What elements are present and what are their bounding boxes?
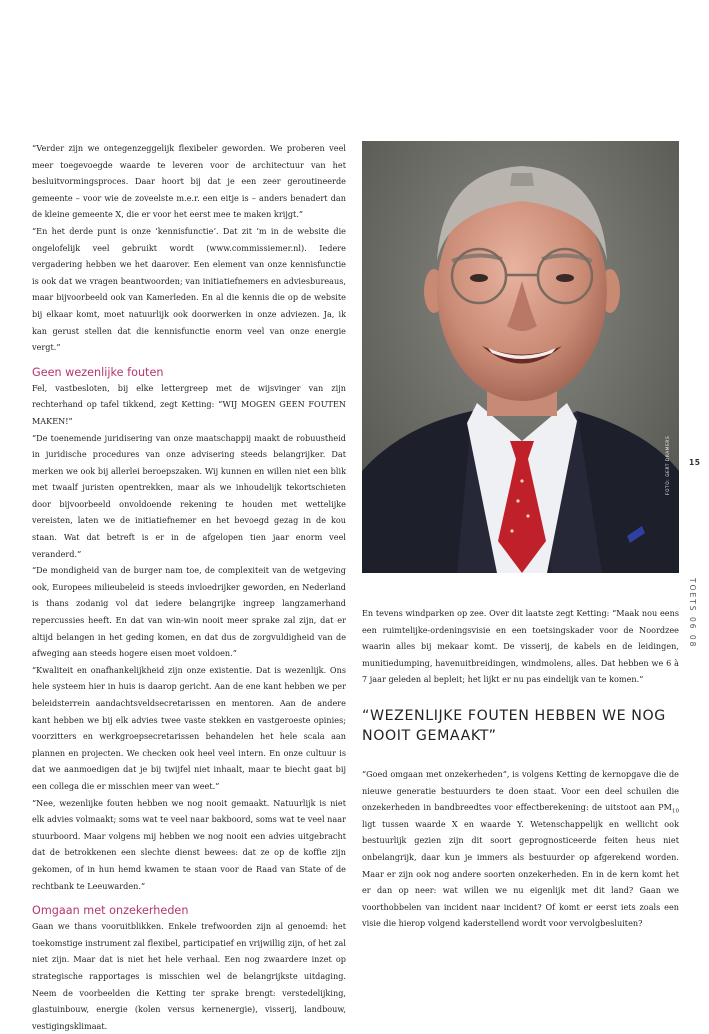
paragraph: “Kwaliteit en onafhankelijkheid zijn onze existentie. Dat is wezenlijk. Ons hele systeem hier in huis is daarop gericht. Aan de ene kant hebben we per beleidsterrein aandachtsveldsecretarissen en mentoren. Aan de andere kant hebben we bij elk advies twee vaste stekken en vastgeroeste opinies; voorzitters en werkgroepsecretarissen behandelen het hele scala aan plannen en projecten. We checken ook heel veel intern. En onze cultuur is dat we aanmoedigen dat je bij twijfel niet inhaalt, maar te biecht gaat bij een collega die er misschien meer van weet.”: [32, 664, 346, 791]
portrait-photo: [362, 141, 679, 573]
section-heading: Omgaan met onzekerheden: [32, 904, 189, 918]
paragraph-text: ligt tussen waarde X en waarde Y. Wetenschappelijk en wellicht ook bestuurlijk gezien zijn dit soort geprognosticeerde feiten heus niet onbelangrijk, daar kun je immers als bestuurder op afgerekend worden. Maar er zijn ook nog andere soorten onzekerheden. En in de kern komt het er dan op neer: wat willen we nu eigenlijk met dit land? Gaan we voorthobbelen van incident naar incident? Of komt er eerst iets zoals een visie die hierop volgend kaderstellend wordt voor vervolgbesluiten?: [362, 818, 679, 929]
paragraph: Fel, vastbesloten, bij elke lettergreep met de wijsvinger van zijn rechterhand op tafel tikkend, zegt Ketting: “WIJ MOGEN GEEN FOUTEN MAKEN!”: [32, 382, 346, 426]
journal-issue-label: TOETS 06 08: [688, 578, 697, 649]
paragraph: “Nee, wezenlijke fouten hebben we nog nooit gemaakt. Natuurlijk is niet elk advies volmaakt; soms wat te veel naar bakboord, soms wat te veel naar stuurboord. Maar volgens mij hebben we nog nooit een advies uitgebracht dat de betrokkenen een slechte dienst bewees: dat ze op de koffie zijn gekomen, of in hun hemd kwamen te staan voor de Raad van State of de rechtbank te Leeuwarden.”: [32, 797, 346, 891]
left-text-column: [32, 140, 346, 1034]
page-number: 15: [689, 458, 701, 467]
right-text-column: [362, 605, 679, 932]
paragraph-text: “Goed omgaan met onzekerheden”, is volgens Ketting de kernopgave die de nieuwe generatie bestuurders te doen staat. Voor een deel schuilen die onzekerheden in bandbreedtes voor effectberekening: de uitstoot aan PM: [362, 768, 679, 813]
subscript: 10: [671, 808, 679, 815]
paragraph: “De mondigheid van de burger nam toe, de complexiteit van de wetgeving ook, Europees milieubeleid is steeds invloedrijker geworden, en Nederland is thans zodanig vol dat iedere belangrijke ingreep langzamerhand repercussies heeft. En dat van win-win nooit meer sprake zal zijn, dat er altijd belangen in het geding komen, en dat dus de zorgvuldigheid van de afweging aan steeds hogere eisen moet voldoen.”: [32, 565, 346, 659]
paragraph: “Verder zijn we ontegenzeggelijk flexibeler geworden. We proberen veel meer toegevoegde waarde te leveren voor de architectuur van het besluitvormingsproces. Daar hoort bij dat je een zeer geroutineerde gemeente – voor wie de zoveelste m.e.r. een eitje is – anders benadert dan de kleine gemeente X, die er voor het eerst mee te maken krijgt.”: [32, 143, 346, 220]
paragraph: [362, 766, 679, 932]
pull-quote: “WEZENLIJKE FOUTEN HEBBEN WE NOG NOOIT GEMAAKT”: [362, 707, 666, 744]
section-heading: Geen wezenlijke fouten: [32, 365, 164, 379]
paragraph: “De toenemende juridisering van onze maatschappij maakt de robuustheid in juridische procedures van onze advisering steeds belangrijker. Dat merken we ook bij allerlei beroepszaken. Wij kunnen en willen niet een blik met twaalf juristen opentrekken, maar als we inhoudelijk tekortschieten door bijvoorbeeld onvoldoende rekening te houden met wettelijke vereisten, laten we de initiatiefnemer en het bevoegd gezag in de kou staan. Wat dat betreft is er in de afgelopen tien jaar enorm veel veranderd.”: [32, 432, 346, 559]
paragraph: Gaan we thans vooruitblikken. Enkele trefwoorden zijn al genoemd: het toekomstige instrument zal flexibel, participatief en vrijwillig zijn, of het zal niet zijn. Maar dat is niet het hele verhaal. Een nog zwaardere inzet op strategische rapportages is misschien wel de belangrijkste uitdaging. Neem de voorbeelden die Ketting ter sprake brengt: verstedelijking, glastuinbouw, energie (kolen versus kernenergie), visserij, landbouw, vestigingsklimaat.: [32, 921, 346, 1031]
paragraph: En tevens windparken op zee. Over dit laatste zegt Ketting: “Maak nou eens een ruimtelijke-ordeningsvisie en een toetsingskader voor de Noordzee waarin alles bij mekaar komt. De visserij, de kabels en de leidingen, munitiedumping, havenuitbreidingen, windmolens, alles. Dat hebben we 6 à 7 jaar geleden al bepleit; het lijkt er nu pas eindelijk van te komen.”: [362, 608, 679, 685]
paragraph: “En het derde punt is onze ‘kennisfunctie’. Dat zit ‘m in de website die ongelofelijk veel gebruikt wordt (www.commissiemer.nl). Iedere vergadering hebben we het daarover. Een element van onze kennisfunctie is ook dat we vragen beantwoorden; van initiatiefnemers en adviesbureaus, maar bijvoorbeeld ook van Kamerleden. En al die kennis die op de website bij elkaar komt, moet natuurlijk ook doorwerken in onze adviezen. Ja, ik kan gerust stellen dat die kennisfunctie enorm veel van onze energie vergt.”: [32, 225, 346, 353]
photo-credit: FOTO: GERT DRAMERS: [666, 435, 671, 495]
